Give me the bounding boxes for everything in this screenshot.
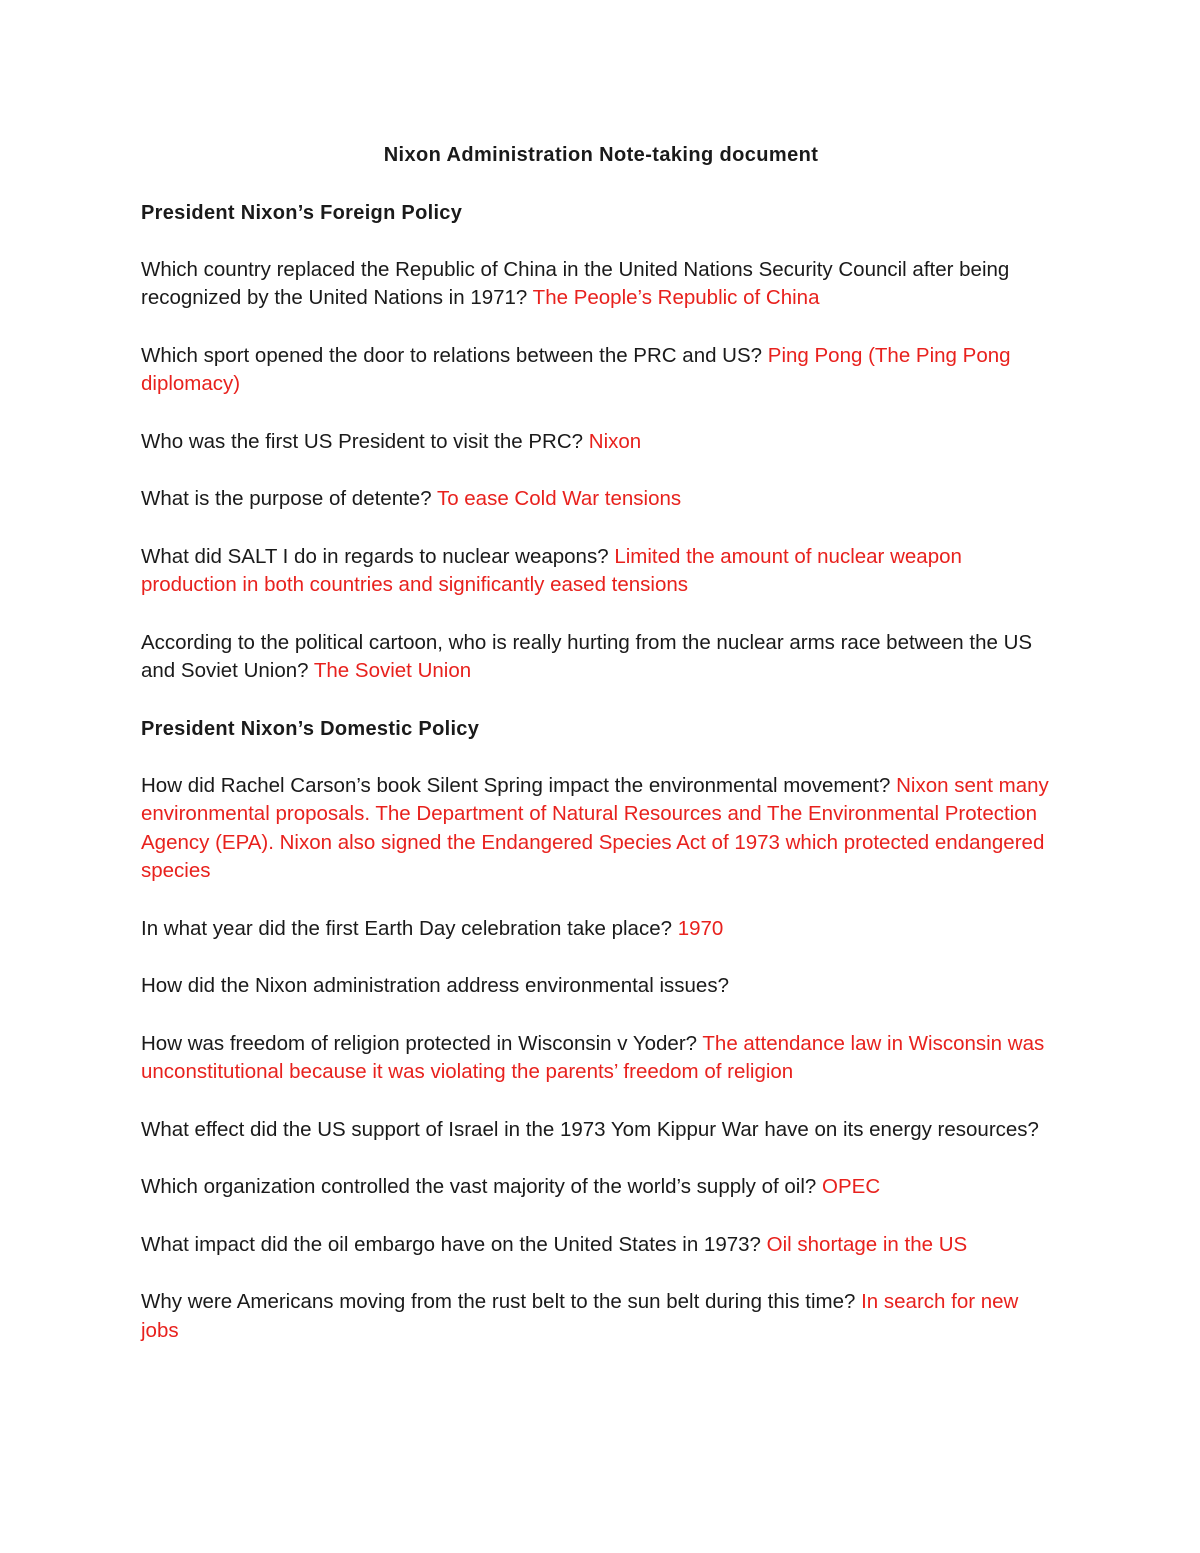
qa-item [141, 1030, 1061, 1087]
question-text: Which country replaced the Republic of China in the United Nations Security Council after being recognized by the United Nations in 1971? [141, 257, 1010, 309]
answer-text: Oil shortage in the US [766, 1232, 968, 1256]
qa-item [141, 1116, 1061, 1145]
qa-item [141, 1288, 1061, 1345]
answer-text: Nixon sent many environmental proposals. The Department of Natural Resources and The Environmental Protection Agency (EPA). Nixon also signed the Endangered Species Act of 1973 which protected endangered species [141, 773, 1049, 882]
answer-text: Nixon [588, 429, 642, 453]
qa-item [141, 485, 1061, 514]
qa-item [141, 1173, 1061, 1202]
section-domestic-policy [141, 715, 1061, 1346]
answer-text: OPEC [822, 1175, 881, 1198]
document-title: Nixon Administration Note-taking document [383, 144, 819, 166]
section-foreign-policy [141, 199, 1061, 686]
answer-text: Ping Pong (The Ping Pong diplomacy) [141, 343, 1011, 395]
answer-text: The attendance law in Wisconsin was unconstitutional because it was violating the parents’ freedom of religion [141, 1031, 1045, 1083]
answer-text: To ease Cold War tensions [436, 487, 682, 510]
question-text: According to the political cartoon, who is really hurting from the nuclear arms race between the US and Soviet Union? [141, 630, 1033, 682]
qa-item [141, 428, 1061, 457]
question-text: Why were Americans moving from the rust belt to the sun belt during this time? [141, 1290, 856, 1313]
question-text: Who was the first US President to visit the PRC? [141, 429, 584, 453]
section-heading-domestic-policy: President Nixon’s Domestic Policy [141, 717, 480, 740]
document-body [141, 141, 1061, 1374]
answer-text: The People’s Republic of China [532, 286, 820, 309]
answer-text: 1970 [677, 916, 724, 940]
question-text: In what year did the first Earth Day celebration take place? [141, 916, 673, 940]
question-text: What is the purpose of detente? [141, 487, 432, 510]
question-text: Which organization controlled the vast majority of the world’s supply of oil? [141, 1175, 817, 1198]
section-heading-foreign-policy: President Nixon’s Foreign Policy [141, 201, 463, 224]
qa-item [141, 256, 1061, 313]
qa-item [141, 972, 1061, 1001]
question-text: What impact did the oil embargo have on the United States in 1973? [141, 1232, 761, 1256]
qa-item [141, 543, 1061, 600]
question-text: How was freedom of religion protected in Wisconsin v Yoder? [141, 1031, 698, 1055]
question-text: Which sport opened the door to relations between the PRC and US? [141, 343, 763, 367]
qa-item [141, 629, 1061, 686]
answer-text: Limited the amount of nuclear weapon production in both countries and significantly eased tensions [141, 544, 962, 596]
qa-item [141, 342, 1061, 399]
answer-text: The Soviet Union [313, 659, 472, 682]
question-text: How did Rachel Carson’s book Silent Spring impact the environmental movement? [141, 773, 891, 797]
question-text: What did SALT I do in regards to nuclear weapons? [141, 544, 609, 568]
question-text: What effect did the US support of Israel in the 1973 Yom Kippur War have on its energy resources? [141, 1117, 1039, 1141]
qa-item [141, 772, 1061, 886]
qa-item [141, 1231, 1061, 1260]
qa-item [141, 915, 1061, 944]
answer-text: In search for new jobs [141, 1290, 1019, 1342]
question-text: How did the Nixon administration address environmental issues? [141, 974, 729, 997]
